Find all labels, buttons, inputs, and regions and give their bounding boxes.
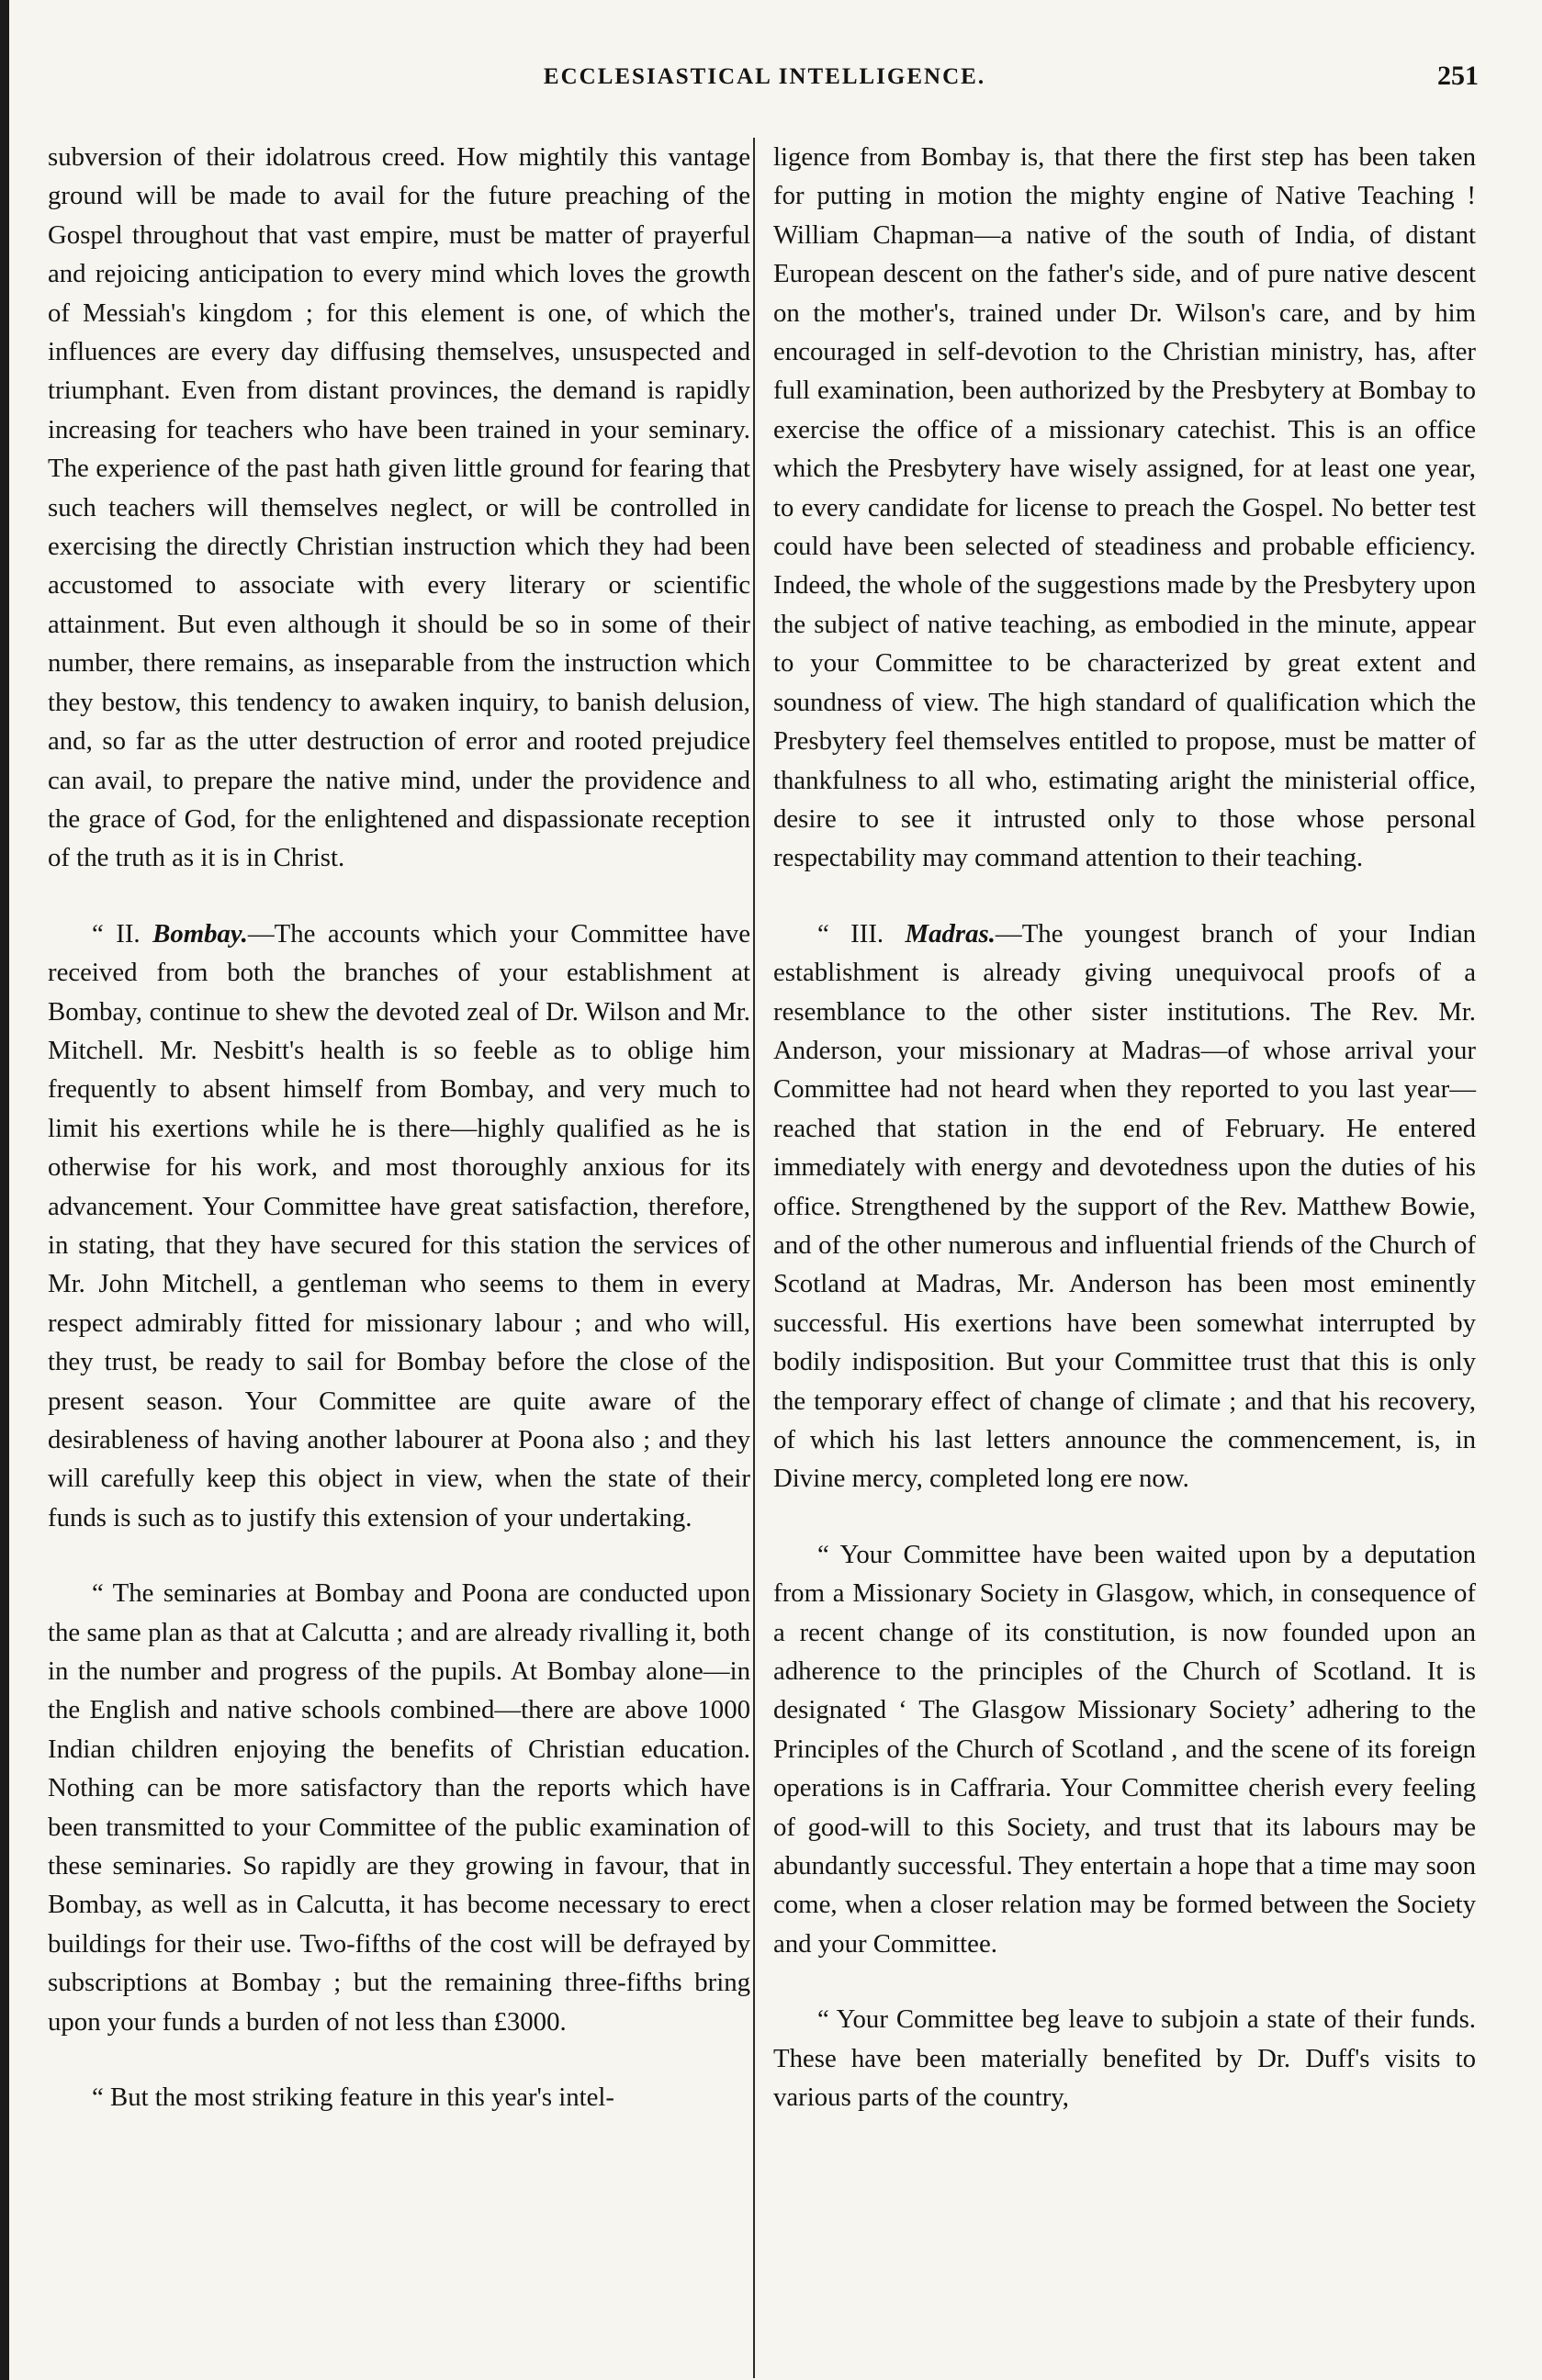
paragraph-bombay <box>48 915 750 1538</box>
section-prefix: “ III. <box>817 918 906 949</box>
paragraph-funds: “ Your Committee beg leave to subjoin a state of their funds. These have been materially benefited by Dr. Duff's visits to various parts of the country, <box>773 2004 1476 2113</box>
column-divider <box>753 138 755 2378</box>
running-header <box>51 61 1479 101</box>
paragraph-seminaries: “ The seminaries at Bombay and Poona are conducted upon the same plan as that at Calcutta ; and are already rivalling it, both in the number and progress of the pupils. At Bombay alone—in the English and native schools combined—there are above 1000 Indian children enjoying the benefits of Christian education. Nothing can be more satisfactory than the reports which have been transmitted to your Committee of the public examination of these seminaries. So rapidly are they growing in favour, that in Bombay, as well as in Calcutta, it has become necessary to erect buildings for their use. Two-fifths of the cost will be defrayed by subscriptions at Bombay ; but the remaining three-fifths bring upon your funds a burden of not less than £3000. <box>48 1578 750 2037</box>
paragraph-striking-feature: “ But the most striking feature in this year's intel- <box>92 2082 615 2113</box>
paragraph-continuation: subversion of their idolatrous creed. How mightily this vantage ground will be made to avail for the future preaching of the Gospel throughout that vast empire, must be matter of prayerful and rejoicing anticipation to every mind which loves the growth of Messiah's kingdom ; for this element is one, of which the influences are every day diffusing themselves, unsuspected and triumphant. Even from distant provinces, the demand is rapidly increasing for teachers who have been trained in your seminary. The experience of the past hath given little ground for fearing that such teachers will themselves neglect, or will be controlled in exercising the directly Christian instruction which they had been accustomed to associate with every literary or scientific attainment. But even although it should be so in some of their number, there remains, as inseparable from the instruction which they bestow, this tendency to awaken inquiry, to banish delusion, and, so far as the utter destruction of error and rooted prejudice can avail, to prepare the native mind, under the providence and the grace of God, for the enlightened and dispassionate reception of the truth as it is in Christ. <box>48 142 750 873</box>
section-heading-madras: Madras. <box>905 918 996 949</box>
page-number: 251 <box>1437 61 1479 91</box>
section-heading-bombay: Bombay. <box>152 918 248 949</box>
paragraph-native-teaching: ligence from Bombay is, that there the first step has been taken for putting in motion the mighty engine of Native Teaching ! William Chapman—a native of the south of India, of distant European descent on the father's side, and of pure native descent on the mother's, trained under Dr. Wilson's care, and by him encouraged in self-devotion to the Christian ministry, has, after full examination, been authorized by the Presbytery at Bombay to exercise the office of a missionary catechist. This is an office which the Presbytery have wisely assigned, for at least one year, to every candidate for license to preach the Gospel. No better test could have been selected of steadiness and probable efficiency. Indeed, the whole of the suggestions made by the Presbytery upon the subject of native teaching, as embodied in the minute, appear to your Committee to be characterized by great extent and soundness of view. The high standard of qualification which the Presbytery feel themselves entitled to propose, must be matter of thankfulness to all who, estimating aright the ministerial office, desire to see it intrusted only to those whose personal respectability may command attention to their teaching. <box>773 142 1476 873</box>
section-body: —The youngest branch of your Indian establishment is already giving unequivocal proofs of a resemblance to the other sister institutions. The Rev. Mr. Anderson, your missionary at Madras—of whose arrival your Committee had not heard when they reported to you last year—reached that station in the end of February. He entered immediately with energy and devotedness upon the duties of his office. Strengthened by the support of the Rev. Matthew Bowie, and of the other numerous and influential friends of the Church of Scotland at Madras, Mr. Anderson has been most eminently successful. His exertions have been somewhat interrupted by bodily indisposition. But your Committee trust that this is only the temporary effect of change of climate ; and that his recovery, of which his last letters announce the commencement, is, in Divine mercy, completed long ere now. <box>773 918 1477 1494</box>
running-title: ECCLESIASTICAL INTELLIGENCE. <box>543 64 986 89</box>
paragraph-glasgow-society: “ Your Committee have been waited upon by a deputation from a Missionary Society in Glasgow, which, in consequence of a recent change of its constitution, is now founded upon an adherence to the principles of the Church of Scotland. It is designated ‘ The Glasgow Missionary Society’ adhering to the Principles of the Church of Scotland , and the scene of its foreign operations is in Caffraria. Your Committee cherish every feeling of good-will to this Society, and trust that its labours may be abundantly successful. They entertain a hope that a time may soon come, when a closer relation may be formed between the Society and your Committee. <box>773 1539 1476 1959</box>
paragraph-madras <box>773 915 1476 1499</box>
left-column <box>48 138 750 2117</box>
page-edge-rule <box>0 0 9 2380</box>
section-body: —The accounts which your Committee have received from both the branches of your establishment at Bombay, continue to shew the devoted zeal of Dr. Wilson and Mr. Mitchell. Mr. Nesbitt's health is so feeble as to oblige him frequently to absent himself from Bombay, and very much to limit his exertions while he is there—highly qualified as he is otherwise for his work, and most thoroughly anxious for its advancement. Your Committee have great satisfaction, therefore, in stating, that they have secured for this station the services of Mr. John Mitchell, a gentleman who seems to them in every respect admirably fitted for missionary labour ; and who will, they trust, be ready to sail for Bombay before the close of the present season. Your Committee are quite aware of the desirableness of having another labourer at Poona also ; and they will carefully keep this object in view, when the state of their funds is such as to justify this extension of your undertaking. <box>48 918 750 1532</box>
right-column <box>773 138 1476 2117</box>
section-prefix: “ II. <box>92 918 153 949</box>
